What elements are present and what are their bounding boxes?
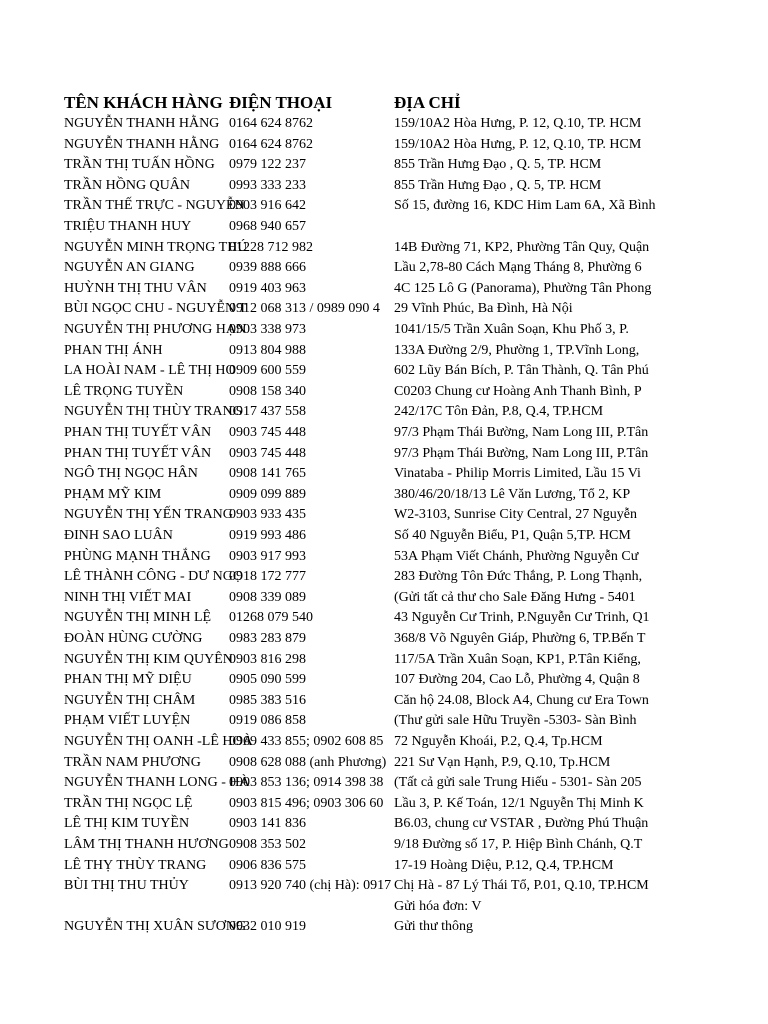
table-row [0, 238, 768, 259]
phone-cell: 0164 624 8762 [229, 116, 313, 131]
address-cell: 159/10A2 Hòa Hưng, P. 12, Q.10, TP. HCM [394, 116, 642, 131]
phone-cell: 0903 815 496; 0903 306 60 [229, 795, 384, 811]
customer-name-cell: TRẦN HỒNG QUÂN [64, 177, 190, 193]
table-row [0, 691, 768, 712]
phone-cell: 0968 940 657 [229, 219, 306, 234]
address-cell: C0203 Chung cư Hoàng Anh Thanh Bình, P [394, 383, 642, 399]
customer-name-cell: LÊ TRỌNG TUYỀN [64, 383, 184, 399]
phone-cell: 0903 853 136; 0914 398 38 [229, 775, 384, 791]
phone-cell: 0909 600 559 [229, 363, 306, 379]
table-row [0, 753, 768, 774]
address-cell: 242/17C Tôn Đản, P.8, Q.4, TP.HCM [394, 404, 604, 420]
address-cell: (Tất cả gửi sale Trung Hiếu - 5301- Sàn 205 [394, 775, 642, 791]
address-cell: B6.03, chung cư VSTAR , Đường Phú Thuận [394, 816, 649, 832]
address-cell: (Thư gửi sale Hữu Truyền -5303- Sàn Bình [394, 713, 637, 729]
customer-name-cell: NGUYỄN THỊ MINH LỆ [64, 610, 212, 626]
phone-cell: 0983 283 879 [229, 631, 306, 646]
phone-cell: 0913 804 988 [229, 342, 306, 358]
customer-name-cell: NGUYỄN THỊ CHÂM [64, 692, 196, 708]
table-row [0, 505, 768, 526]
customer-name-cell: PHẠM MỸ KIM [64, 486, 162, 502]
address-cell: 855 Trần Hưng Đạo , Q. 5, TP. HCM [394, 177, 602, 193]
phone-cell: 0912 068 313 / 0989 090 4 [229, 301, 380, 317]
phone-cell: 0939 888 666 [229, 260, 306, 276]
customer-name-cell: PHAN THỊ TUYẾT VÂN [64, 425, 212, 440]
address-cell: Lầu 3, P. Kế Toán, 12/1 Nguyễn Thị Minh K [394, 795, 644, 811]
customer-name-cell: BÙI THỊ THU THỦY [64, 878, 189, 894]
phone-cell: 0908 339 089 [229, 589, 306, 605]
customer-name-cell: PHẠM VIẾT LUYỆN [64, 713, 191, 729]
table-row [0, 835, 768, 856]
customer-name-cell: TRIỆU THANH HUY [64, 219, 192, 234]
customer-name-cell: NGUYỄN THỊ XUÂN SƯƠNG [64, 919, 247, 935]
column-header-name: TÊN KHÁCH HÀNG [64, 93, 223, 112]
address-cell: 97/3 Phạm Thái Bường, Nam Long III, P.Tân [394, 425, 649, 440]
table-row [0, 732, 768, 753]
customer-name-cell: HUỲNH THỊ THU VÂN [64, 280, 207, 296]
address-cell: Căn hộ 24.08, Block A4, Chung cư Era Town [394, 692, 649, 708]
table-row [0, 567, 768, 588]
phone-cell: 0903 745 448 [229, 425, 306, 440]
phone-cell: 0903 916 642 [229, 198, 306, 214]
phone-cell: 0905 090 599 [229, 672, 306, 688]
address-cell: (Gửi tất cả thư cho Sale Đăng Hưng - 5401 [394, 589, 636, 605]
phone-cell: 0164 624 8762 [229, 136, 313, 152]
address-cell: Số 15, đường 16, KDC Him Lam 6A, Xã Bình [394, 198, 656, 214]
phone-cell: 01268 079 540 [229, 610, 313, 626]
customer-name-cell: TRẦN THỊ NGỌC LỆ [64, 795, 193, 811]
customer-name-cell: ĐOÀN HÙNG CƯỜNG [64, 631, 203, 646]
address-cell: 9/18 Đường số 17, P. Hiệp Bình Chánh, Q.T [394, 837, 643, 852]
table-row [0, 382, 768, 403]
phone-cell: 0919 403 963 [229, 280, 306, 296]
table-row [0, 917, 768, 938]
table-row [0, 856, 768, 877]
table-row [0, 814, 768, 835]
address-cell: 29 Vĩnh Phúc, Ba Đình, Hà Nội [394, 301, 573, 317]
address-cell: 43 Nguyễn Cư Trinh, P.Nguyễn Cư Trinh, Q1 [394, 610, 650, 626]
table-row [0, 155, 768, 176]
customer-name-cell: TRẦN NAM PHƯƠNG [64, 754, 201, 770]
column-header-address: ĐỊA CHỈ [394, 93, 461, 112]
address-cell: 72 Nguyễn Khoái, P.2, Q.4, Tp.HCM [394, 734, 603, 749]
address-cell: 117/5A Trần Xuân Soạn, KP1, P.Tân Kiểng, [394, 651, 641, 667]
phone-cell: 0909 099 889 [229, 486, 306, 502]
table-row [0, 341, 768, 362]
table-row [0, 176, 768, 197]
phone-cell [229, 897, 394, 918]
customer-name-cell: NGUYỄN THỊ OANH -LÊ HOÀ [64, 734, 253, 749]
address-cell: Gửi hóa đơn: V [394, 898, 482, 914]
address-cell: 17-19 Hoàng Diệu, P.12, Q.4, TP.HCM [394, 857, 614, 873]
table-row [0, 588, 768, 609]
table-row [0, 279, 768, 300]
customer-name-cell: LA HOÀI NAM - LÊ THỊ HO [64, 363, 236, 379]
phone-cell: 0919 993 486 [229, 528, 306, 543]
address-cell [394, 217, 644, 238]
table-row [0, 402, 768, 423]
table-row [0, 258, 768, 279]
table-row [0, 299, 768, 320]
phone-cell: 0903 338 973 [229, 322, 306, 337]
address-cell: 133A Đường 2/9, Phường 1, TP.Vĩnh Long, [394, 342, 640, 358]
customer-name-cell: NGÔ THỊ NGỌC HÂN [64, 466, 198, 482]
address-cell: 283 Đường Tôn Đức Thắng, P. Long Thạnh, [394, 569, 643, 585]
phone-cell: 0918 172 777 [229, 569, 306, 585]
phone-cell: 0979 122 237 [229, 157, 306, 173]
address-cell: Lầu 2,78-80 Cách Mạng Tháng 8, Phường 6 [394, 260, 642, 276]
table-row [0, 135, 768, 156]
phone-cell: 0908 141 765 [229, 466, 306, 482]
customer-name-cell: PHAN THỊ ÁNH [64, 342, 163, 358]
customer-name-cell: NGUYỄN THỊ PHƯƠNG HẠN [64, 322, 247, 337]
table-row [0, 547, 768, 568]
customer-name-cell: TRẦN THỊ TUẤN HỒNG [64, 157, 215, 173]
table-row [0, 196, 768, 217]
address-cell: 368/8 Võ Nguyên Giáp, Phường 6, TP.Bến T [394, 631, 646, 646]
address-cell: 14B Đường 71, KP2, Phường Tân Quy, Quận [394, 239, 650, 255]
table-row [0, 485, 768, 506]
address-cell: 380/46/20/18/13 Lê Văn Lương, Tổ 2, KP [394, 486, 631, 502]
phone-cell: 0908 628 088 (anh Phương) [229, 754, 387, 770]
phone-cell: 0913 920 740 (chị Hà): 0917 [229, 878, 392, 894]
customer-name-cell: ĐINH SAO LUÂN [64, 528, 173, 543]
phone-cell: 0903 816 298 [229, 651, 306, 667]
table-row [0, 464, 768, 485]
customer-name-cell: NGUYỄN AN GIANG [64, 260, 195, 276]
table-row [0, 361, 768, 382]
phone-cell: 0917 437 558 [229, 404, 306, 420]
table-row [0, 711, 768, 732]
phone-cell: 0919 086 858 [229, 713, 306, 729]
address-cell: 1041/15/5 Trần Xuân Soạn, Khu Phố 3, P. [394, 322, 629, 337]
customer-name-cell: NGUYỄN THỊ THÙY TRANG [64, 404, 243, 420]
address-cell: 855 Trần Hưng Đạo , Q. 5, TP. HCM [394, 157, 602, 173]
customer-name-cell: NGUYỄN THỊ YẾN TRANG [64, 507, 233, 523]
phone-cell: 0932 010 919 [229, 919, 306, 935]
customer-name-cell: PHAN THỊ TUYẾT VÂN [64, 445, 212, 461]
address-cell: Gửi thư thông [394, 919, 473, 935]
address-cell: 107 Đường 204, Cao Lỗ, Phường 4, Quận 8 [394, 672, 640, 688]
customer-name-cell: PHAN THỊ MỸ DIỆU [64, 672, 192, 688]
table-row [0, 650, 768, 671]
address-cell: 4C 125 Lô G (Panorama), Phường Tân Phong [394, 280, 652, 296]
table-row [0, 526, 768, 547]
address-cell: 53A Phạm Viết Chánh, Phường Nguyễn Cư [394, 548, 639, 564]
phone-cell: 0903 917 993 [229, 548, 306, 564]
phone-cell: 0908 353 502 [229, 837, 306, 852]
phone-cell: 0985 383 516 [229, 692, 306, 708]
table-row [0, 114, 768, 135]
phone-cell: 0903 141 836 [229, 816, 306, 832]
address-cell: 602 Lũy Bán Bích, P. Tân Thành, Q. Tân Phú [394, 363, 649, 379]
table-row [0, 897, 768, 918]
table-row [0, 444, 768, 465]
phone-cell: 0969 433 855; 0902 608 85 [229, 734, 384, 749]
column-header-phone: ĐIỆN THOẠI [229, 93, 333, 112]
table-row [0, 320, 768, 341]
phone-cell: 0906 836 575 [229, 857, 306, 873]
customer-name-cell: NGUYỄN MINH TRỌNG THÚ [64, 239, 248, 255]
address-cell: 97/3 Phạm Thái Bường, Nam Long III, P.Tân [394, 445, 649, 461]
table-row [0, 794, 768, 815]
customer-name-cell: LÂM THỊ THANH HƯƠNG [64, 837, 229, 852]
customer-name-cell: LÊ THỊ KIM TUYỀN [64, 816, 190, 832]
customer-name-cell: LÊ THỴ THÙY TRANG [64, 857, 207, 873]
phone-cell: 0903 745 448 [229, 445, 306, 461]
customer-name-cell: PHÙNG MẠNH THẮNG [64, 548, 211, 564]
customer-name-cell: NGUYỄN THỊ KIM QUYÊN [64, 651, 233, 667]
table-row [0, 876, 768, 897]
table-row [0, 670, 768, 691]
address-cell: 159/10A2 Hòa Hưng, P. 12, Q.10, TP. HCM [394, 136, 642, 152]
customer-name-cell: NINH THỊ VIẾT MAI [64, 589, 192, 605]
table-row [0, 217, 768, 238]
table-row [0, 629, 768, 650]
customer-name-cell: NGUYỄN THANH HẰNG [64, 136, 220, 152]
customer-name-cell [64, 897, 229, 918]
address-cell: Số 40 Nguyễn Biểu, P1, Quận 5,TP. HCM [394, 528, 631, 543]
phone-cell: 0903 933 435 [229, 507, 306, 523]
phone-cell: 01228 712 982 [229, 239, 313, 255]
phone-cell: 0908 158 340 [229, 383, 306, 399]
table-row [0, 773, 768, 794]
table-row [0, 423, 768, 444]
address-cell: 221 Sư Vạn Hạnh, P.9, Q.10, Tp.HCM [394, 754, 611, 770]
customer-name-cell: BÙI NGỌC CHU - NGUYỄN T [64, 301, 247, 317]
phone-cell: 0993 333 233 [229, 177, 306, 193]
customer-name-cell: NGUYỄN THANH LONG - HÀ [64, 775, 250, 791]
customer-name-cell: LÊ THÀNH CÔNG - DƯ NGỌ [64, 569, 243, 585]
customer-name-cell: NGUYỄN THANH HẰNG [64, 116, 220, 131]
address-cell: Chị Hà - 87 Lý Thái Tổ, P.01, Q.10, TP.HCM [394, 878, 649, 894]
customer-name-cell: TRẦN THẾ TRỰC - NGUYỄN [64, 198, 245, 214]
address-cell: Vinataba - Philip Morris Limited, Lầu 15 Vi [394, 466, 641, 482]
address-cell: W2-3103, Sunrise City Central, 27 Nguyễn [394, 507, 638, 523]
table-row [0, 608, 768, 629]
